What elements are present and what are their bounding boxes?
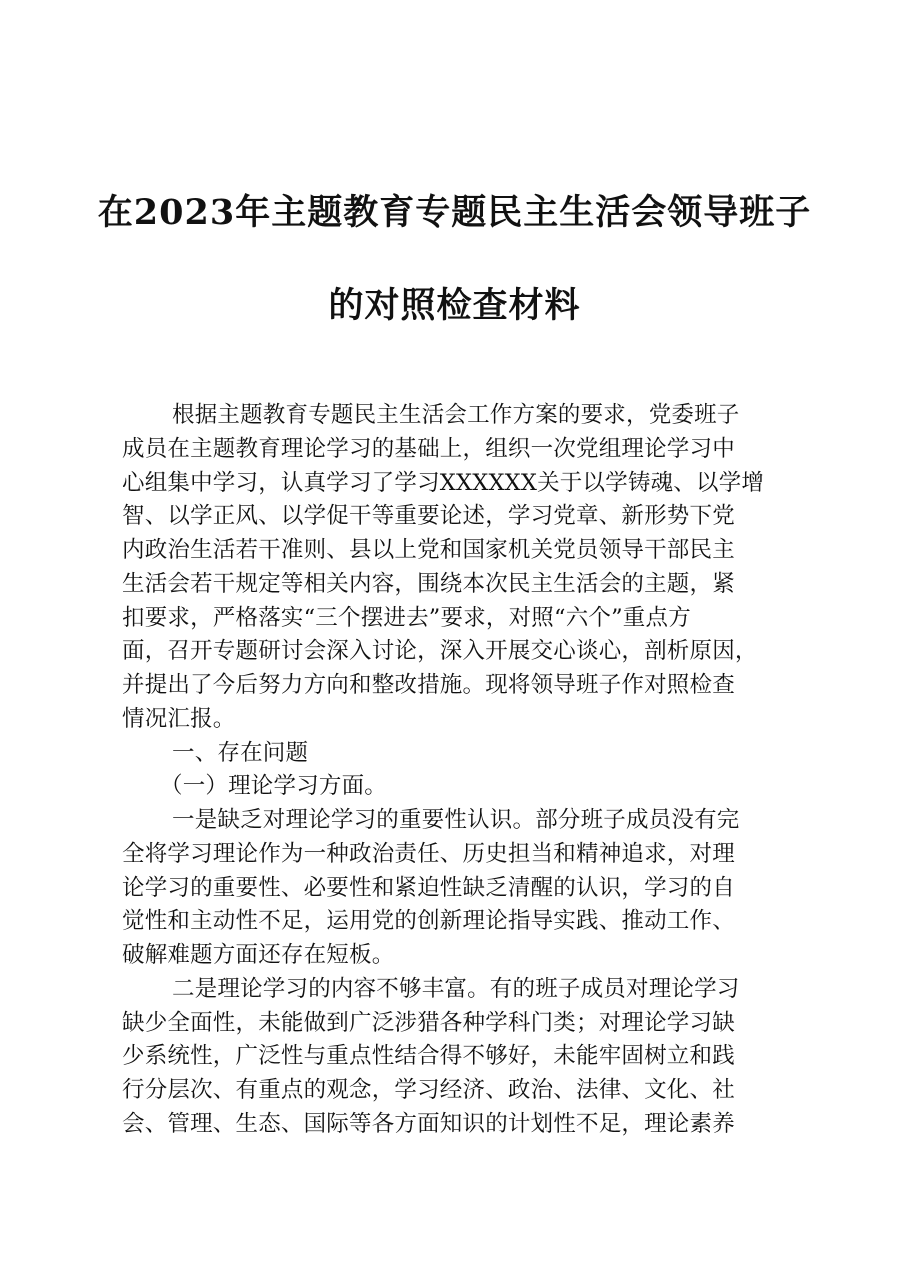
body-line-22: 会、管理、生态、国际等各方面知识的计划性不足，理论素养: [122, 1110, 735, 1137]
document-title-line-2: 的对照检查材料: [328, 285, 581, 326]
body-line-10: 情况汇报。: [122, 705, 236, 732]
body-line-21: 行分层次、有重点的观念，学习经济、政治、法律、文化、社: [122, 1077, 735, 1103]
body-line-14: 全将学习理论作为一种政治责任、历史担当和精神追求，对理: [122, 840, 735, 867]
subsection-heading-theory: （一）理论学习方面。: [160, 773, 388, 800]
body-line-13: 一是缺乏对理论学习的重要性认识。部分班子成员没有完: [172, 807, 740, 833]
body-line-4: 智、以学正风、以学促干等重要论述，学习党章、新形势下党: [122, 503, 735, 530]
document-body: [122, 399, 812, 1142]
body-line-17: 破解难题方面还存在短板。: [122, 942, 395, 968]
body-line-1: 根据主题教育专题民主生活会工作方案的要求，党委班子: [172, 402, 740, 428]
body-line-18: 二是理论学习的内容不够丰富。有的班子成员对理论学习: [172, 975, 740, 1002]
body-line-19: 缺少全面性，未能做到广泛涉猎各种学科门类；对理论学习缺: [122, 1009, 735, 1036]
body-line-7: 扣要求，严格落实“三个摆进去”要求，对照“六个”重点方: [122, 604, 691, 631]
body-line-5: 内政治生活若干准则、县以上党和国家机关党员领导干部民主: [122, 537, 735, 563]
body-line-16: 觉性和主动性不足，运用党的创新理论指导实践、推动工作、: [122, 908, 735, 935]
body-line-8: 面，召开专题研讨会深入讨论，深入开展交心谈心，剖析原因，: [122, 638, 758, 665]
document-title-line-1: 在2023年主题教育专题民主生活会领导班子: [97, 192, 812, 233]
body-line-2: 成员在主题教育理论学习的基础上，组织一次党组理论学习中: [122, 435, 735, 462]
body-line-3: 心组集中学习，认真学习了学习XXXXXX关于以学铸魂、以学增: [122, 469, 765, 496]
body-line-20: 少系统性，广泛性与重点性结合得不够好，未能牢固树立和践: [122, 1043, 735, 1070]
body-line-9: 并提出了今后努力方向和整改措施。现将领导班子作对照检查: [122, 672, 735, 698]
body-line-6: 生活会若干规定等相关内容，围绕本次民主生活会的主题，紧: [122, 570, 735, 597]
section-heading-problems: 一、存在问题: [172, 739, 309, 766]
body-line-15: 论学习的重要性、必要性和紧迫性缺乏清醒的认识，学习的自: [122, 874, 735, 901]
